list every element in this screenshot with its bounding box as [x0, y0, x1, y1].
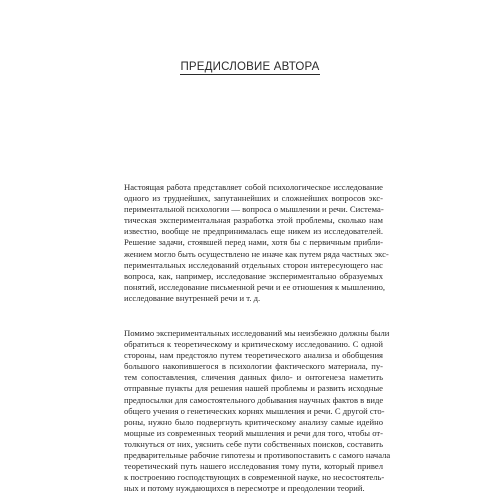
- chapter-heading-container: [0, 57, 500, 75]
- paragraph-line: предварительные рабочие гипотезы и противопоставить с самого начала: [124, 450, 391, 461]
- paragraph-line: к построению господствующих в современной науке, но несостоятель-: [124, 472, 385, 483]
- chapter-heading: ПРЕДИСЛОВИЕ АВТОРА: [180, 61, 320, 73]
- paragraph-1: [124, 182, 389, 304]
- paragraph-line: теоретический путь нашего исследования тому пути, который привел: [124, 461, 383, 472]
- paragraph-line: тическая экспериментальная разработка этой проблемы, сколько нам: [124, 215, 383, 226]
- paragraph-line: известно, вообще не предпринималась еще никем из исследователей.: [124, 226, 383, 237]
- paragraph-line: периментальной психологии — вопроса о мышлении и речи. Системa-: [124, 204, 384, 215]
- paragraph-line: мощные из современных теорий мышления и речи для того, чтобы от-: [124, 427, 383, 438]
- paragraph-line: Помимо экспериментальных исследований мы неизбежно должны были: [124, 328, 390, 338]
- paragraph-line: вопроса, как, например, исследование экспериментально образуемых: [124, 270, 383, 281]
- paragraph-line: предпосылки для самостоятельного добывания научных фактов в виде: [124, 394, 384, 405]
- paragraph-line: ных и потому нуждающихся в пересмотре и преодолении теорий.: [124, 483, 365, 494]
- paragraph-line: жением могло быть осуществлено не иначе как путем ряда частных экс-: [124, 248, 389, 259]
- paragraph-line: Решение задачи, стоявшей перед нами, хотя бы с первичным прибли-: [124, 237, 383, 248]
- paragraph-line: исследование внутренней речи и т. д.: [124, 292, 261, 303]
- paragraph-line: отправные пункты для решения нашей проблемы и развить исходные: [124, 383, 383, 394]
- paragraph-2: [124, 328, 391, 494]
- paragraph-line: периментальных исследований отдельных сторон интересующего нас: [124, 259, 383, 270]
- paragraph-line: тем сопоставления, сличения данных фило- и онтогенеза наметить: [124, 372, 383, 383]
- paragraph-line: Настоящая работа представляет собой психологическое исследование: [124, 182, 383, 192]
- paragraph-line: большого накопившегося в психологии фактического материала, пу-: [124, 361, 383, 372]
- paragraph-line: толкнуться от них, уяснить себе пути собственных поисков, составить: [124, 438, 383, 449]
- paragraph-line: одного из труднейших, запутаннейших и сложнейших вопросов экс-: [124, 193, 383, 204]
- paragraph-line: общего учения о генетических корнях мышления и речи. С другой сто-: [124, 405, 385, 416]
- paragraph-line: стороны, нам предстояло путем теоретического анализа и обобщения: [124, 350, 383, 361]
- paragraph-line: роны, нужно было подвергнуть критическому анализу самые идейно: [124, 416, 383, 427]
- paragraph-line: понятий, исследование письменной речи и ее отношения к мышлению,: [124, 281, 386, 292]
- paragraph-line: обратиться к теоретическому и критическому исследованию. С одной: [124, 339, 383, 350]
